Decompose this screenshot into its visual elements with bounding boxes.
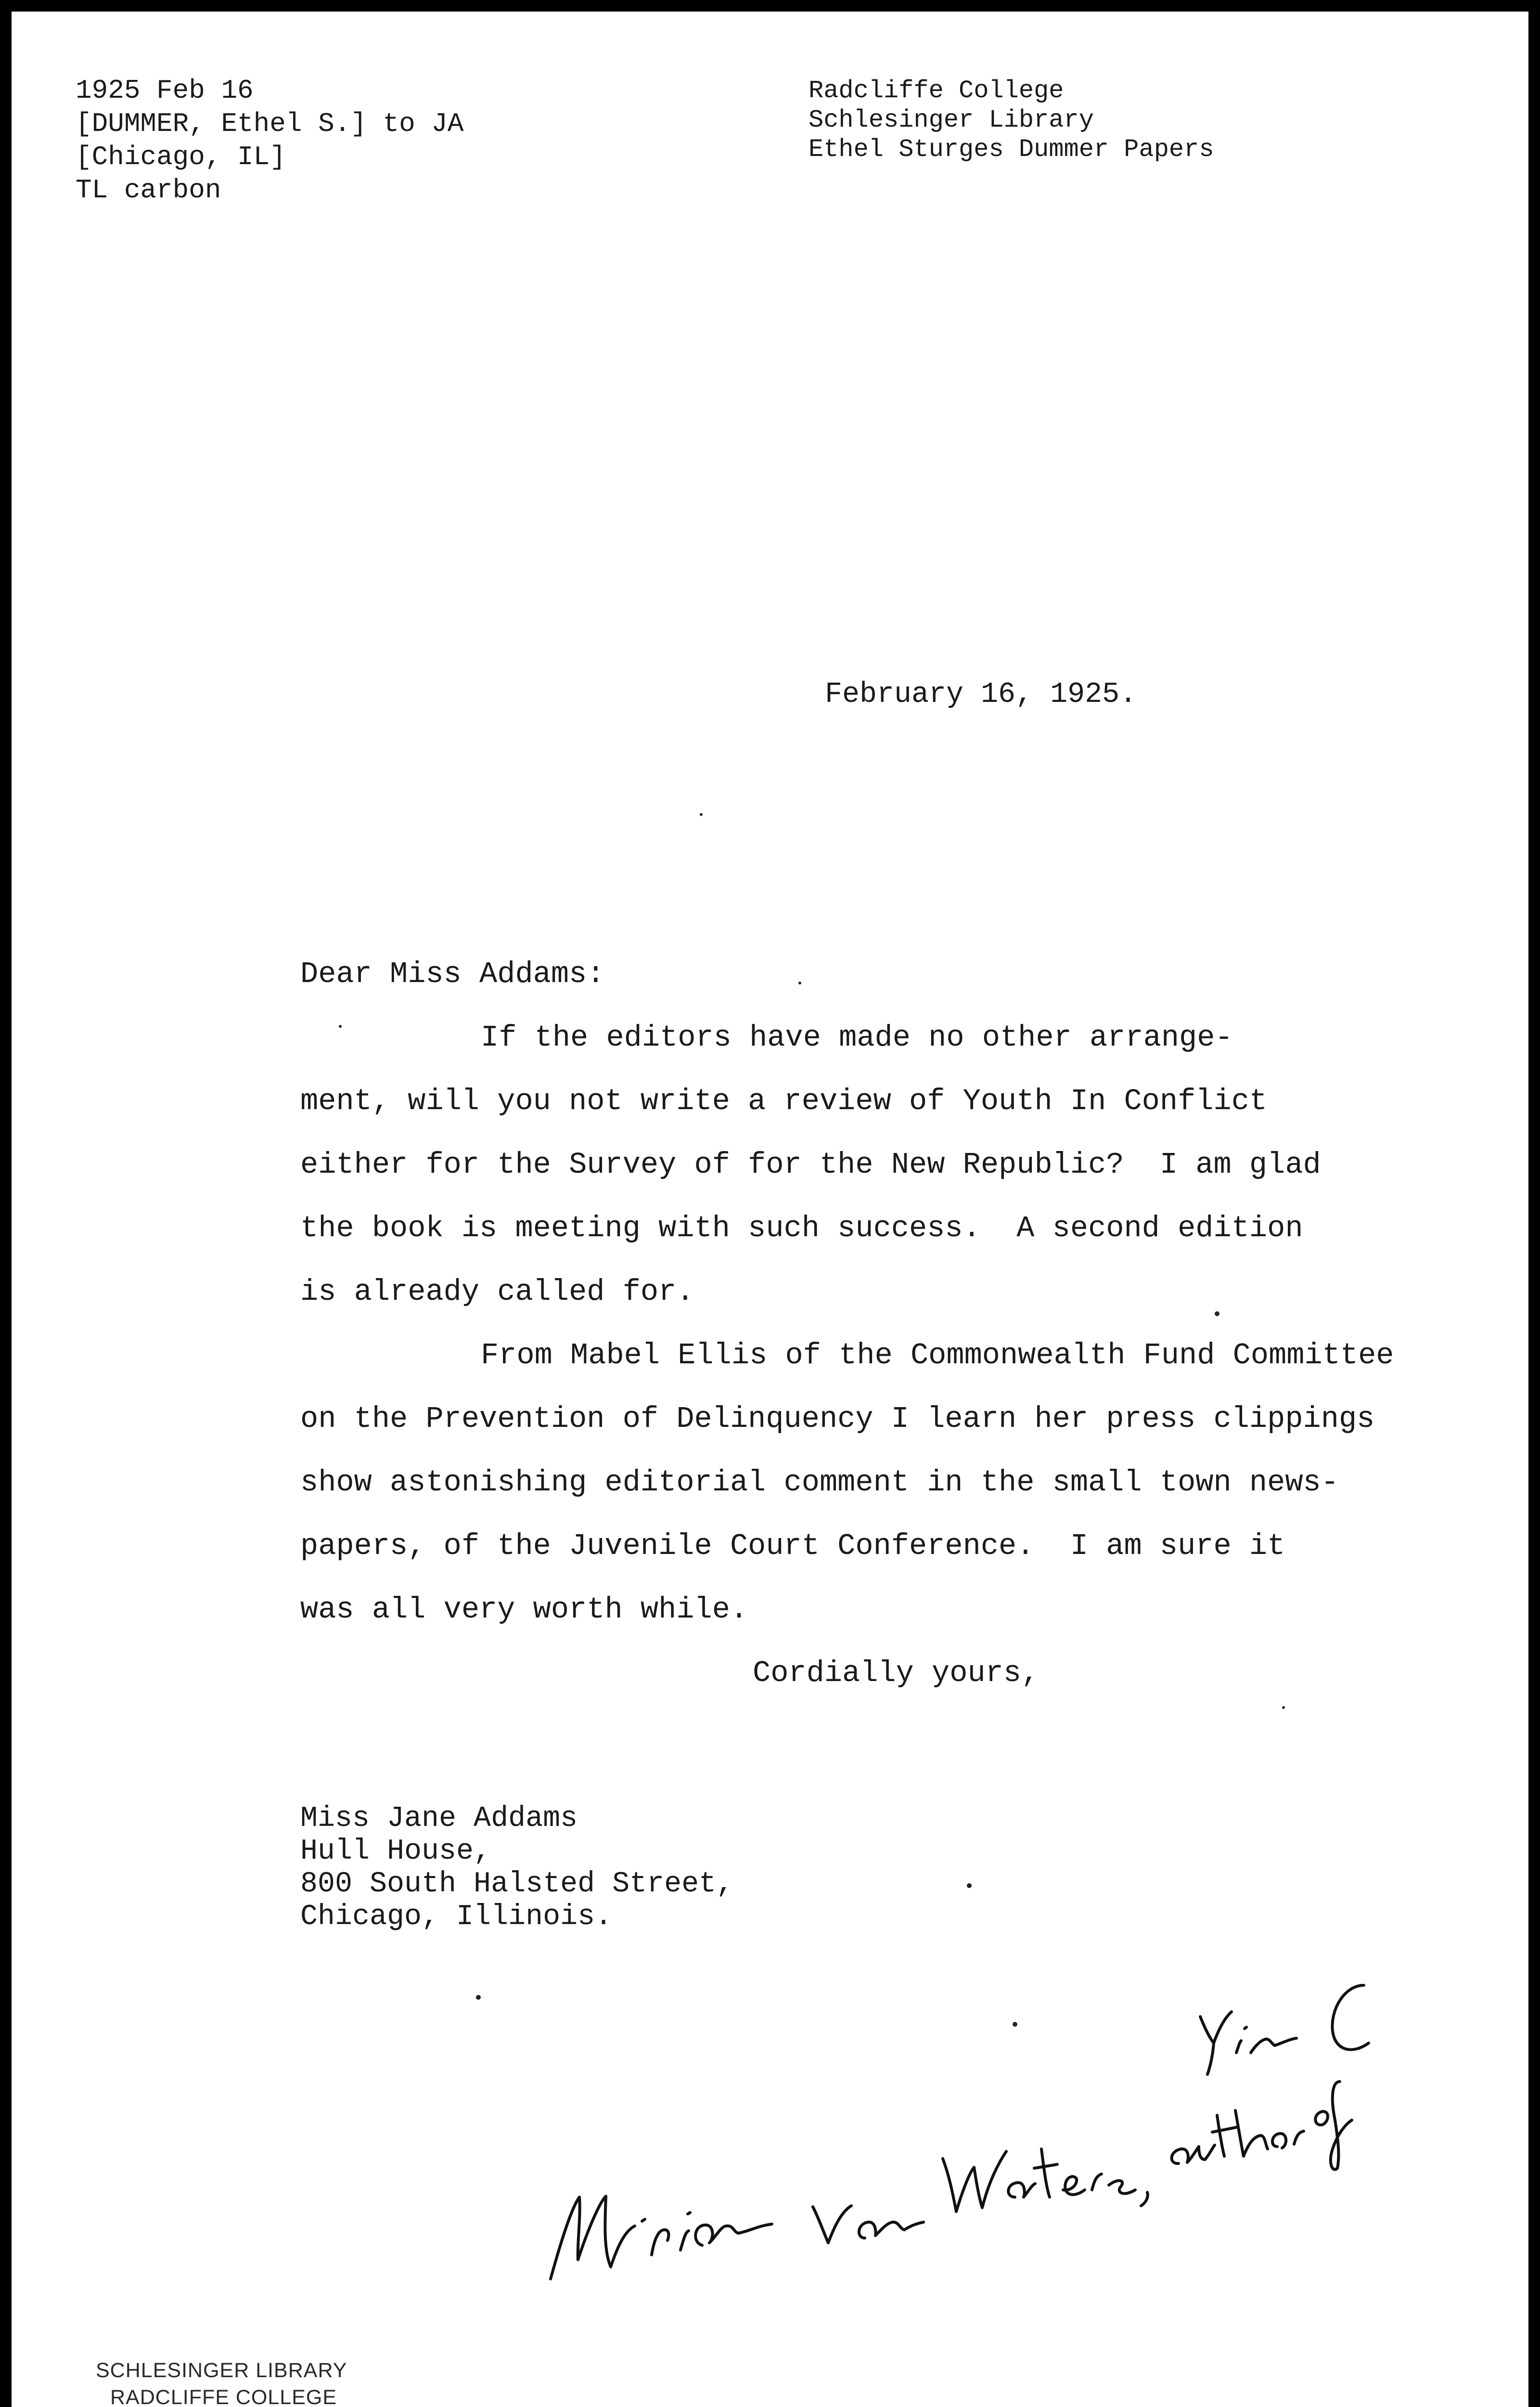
- repository-collection: Ethel Sturges Dummer Papers: [808, 135, 1214, 164]
- repository-info: [808, 76, 1214, 164]
- paragraph-1-line: is already called for.: [300, 1275, 694, 1309]
- paragraph-1-line: If the editors have made no other arrange-: [481, 1021, 1233, 1055]
- paragraph-2-line: on the Prevention of Delinquency I learn her press clippings: [300, 1402, 1375, 1436]
- archive-metadata: [76, 74, 464, 207]
- scan-speck: [1282, 1706, 1285, 1709]
- scan-speck: [700, 813, 703, 816]
- paragraph-1-line: the book is meeting with such success. A second edition: [300, 1211, 1303, 1245]
- scan-speck: [798, 982, 801, 984]
- scan-speck: [476, 1995, 481, 2000]
- repository-library: Schlesinger Library: [808, 106, 1094, 134]
- stamp-library: SCHLESINGER LIBRARY: [96, 2359, 347, 2382]
- paragraph-2-line: papers, of the Juvenile Court Conference. I am sure it: [300, 1529, 1285, 1563]
- letter-body: [300, 943, 1394, 1705]
- archive-type: TL carbon: [76, 175, 221, 206]
- recipient-name: Miss Jane Addams: [300, 1802, 578, 1835]
- archive-correspondents: [DUMMER, Ethel S.] to JA: [76, 108, 464, 139]
- letter-date: February 16, 1925.: [825, 678, 1137, 711]
- handwritten-annotation-end: [1070, 1966, 1532, 2101]
- scan-speck: [339, 1025, 342, 1028]
- scan-speck: [1215, 1311, 1219, 1316]
- paragraph-2-line: show astonishing editorial comment in the small town news-: [300, 1465, 1339, 1500]
- library-stamp: [96, 2357, 347, 2407]
- salutation: Dear Miss Addams:: [300, 957, 605, 991]
- stamp-college: RADCLIFFE COLLEGE: [110, 2386, 337, 2407]
- archive-place: [Chicago, IL]: [76, 142, 286, 172]
- closing: Cordially yours,: [753, 1656, 1040, 1690]
- paragraph-1-line: either for the Survey of for the New Republic? I am glad: [300, 1148, 1321, 1182]
- scan-speck: [1013, 2022, 1017, 2027]
- recipient-org: Hull House,: [300, 1835, 491, 1868]
- paragraph-2-line: From Mabel Ellis of the Commonwealth Fund Committee: [481, 1338, 1394, 1372]
- recipient-address: [300, 1802, 733, 1933]
- document-page: [12, 12, 1528, 2407]
- recipient-city: Chicago, Illinois.: [300, 1901, 613, 1933]
- paragraph-2-line: was all very worth while.: [300, 1592, 748, 1627]
- recipient-street: 800 South Halsted Street,: [300, 1868, 734, 1901]
- scan-speck: [967, 1883, 972, 1888]
- archive-date: 1925 Feb 16: [76, 75, 254, 106]
- repository-college: Radcliffe College: [808, 77, 1064, 105]
- paragraph-1-line: ment, will you not write a review of Youth In Conflict: [300, 1084, 1268, 1118]
